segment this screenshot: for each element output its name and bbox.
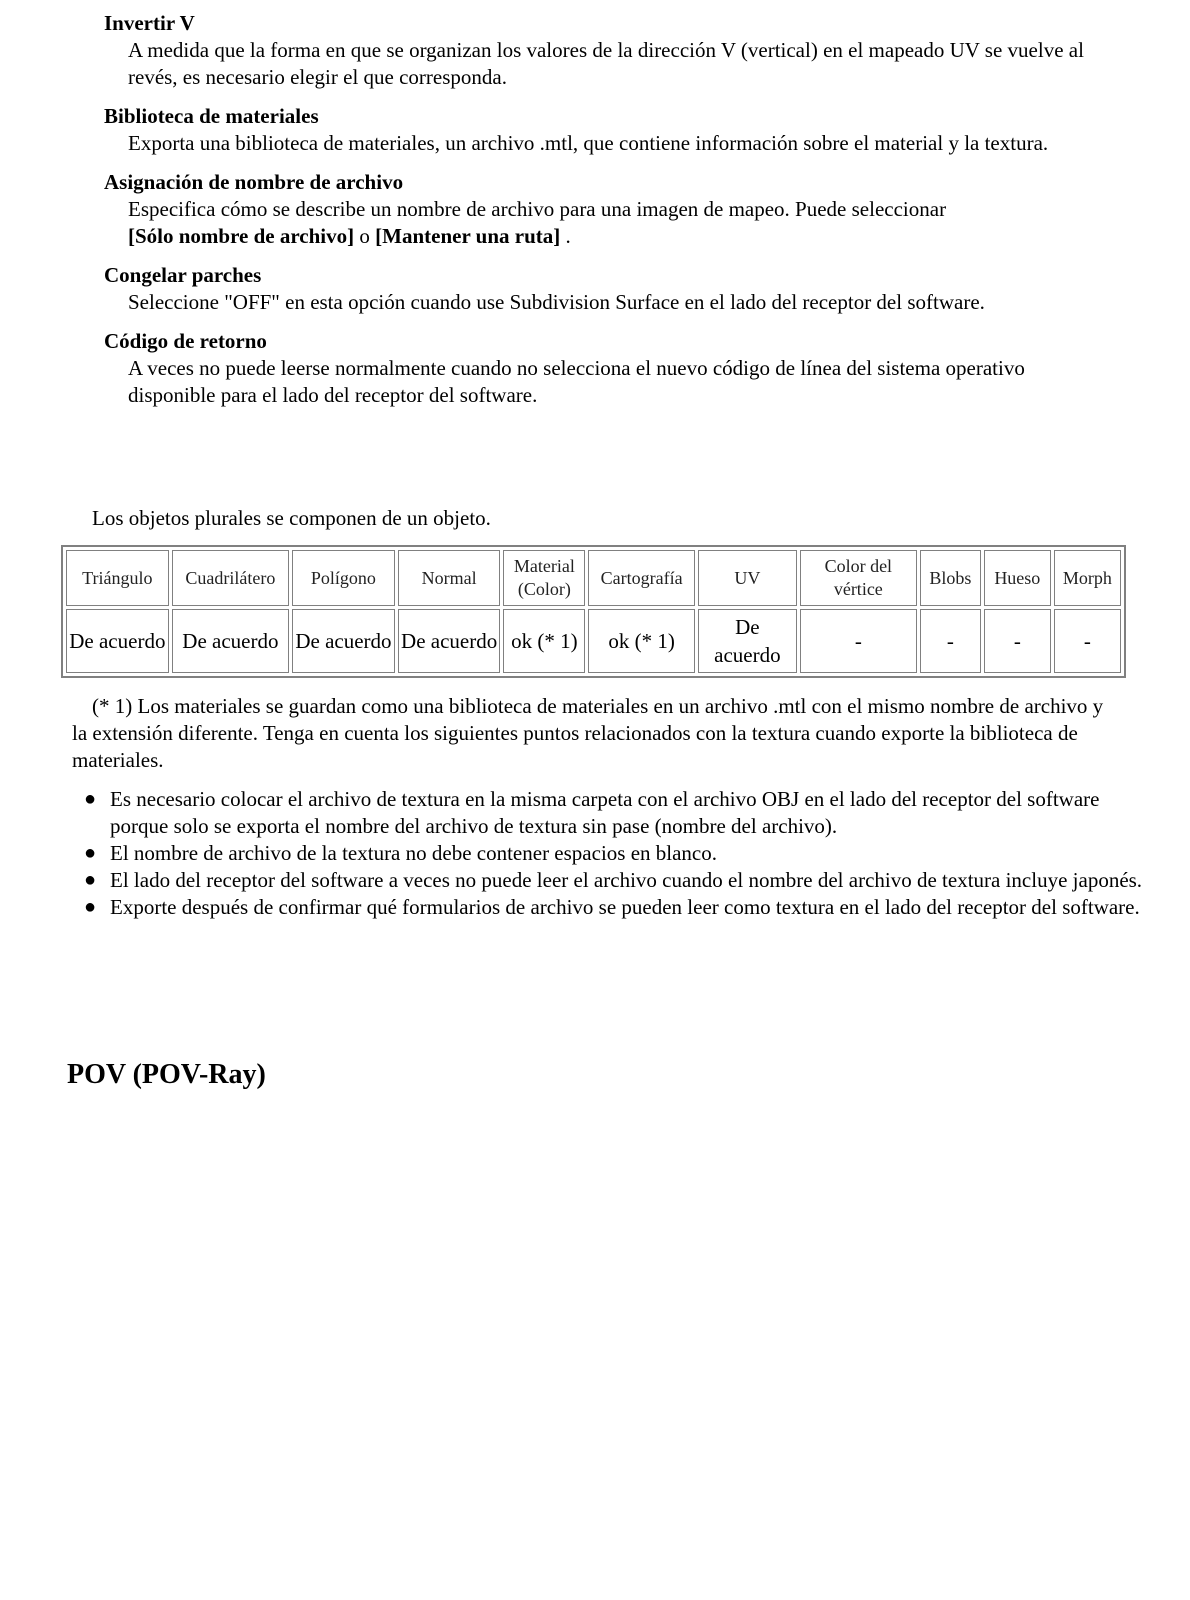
table-cell: De acuerdo <box>172 609 289 673</box>
texture-notes-list <box>72 786 1150 921</box>
option-desc-material-library: Exporta una biblioteca de materiales, un archivo .mtl, que contiene información sobre el material y la textura. <box>128 131 1049 155</box>
table-header-row <box>66 550 1121 606</box>
header-cell: Cartografía <box>588 550 695 606</box>
header-cell: Blobs <box>920 550 981 606</box>
option-desc-filename-assignment <box>128 196 1104 250</box>
header-cell: Material (Color) <box>503 550 585 606</box>
table-cell: - <box>1054 609 1121 673</box>
option-desc-invert-v: A medida que la forma en que se organizan los valores de la dirección V (vertical) en el mapeado UV se vuelve al revés, es necesario elegir el que corresponda. <box>128 38 1084 89</box>
filename-desc-end: . <box>565 224 571 248</box>
list-item-text: Exporte después de confirmar qué formularios de archivo se pueden leer como textura en el lado del receptor del software. <box>110 895 1140 919</box>
header-cell: Color del vértice <box>800 550 917 606</box>
header-cell: UV <box>698 550 797 606</box>
bullet-icon: ● <box>84 896 97 918</box>
table-cell: - <box>800 609 917 673</box>
header-cell: Triángulo <box>66 550 169 606</box>
option-term-return-code: Código de retorno <box>104 329 267 353</box>
list-item <box>84 867 1150 894</box>
list-item-text: Es necesario colocar el archivo de textura en la misma carpeta con el archivo OBJ en el lado del receptor del software porque solo se exporta el nombre del archivo de textura sin pase (nombre del archivo). <box>110 787 1100 838</box>
list-item <box>84 894 1150 921</box>
table-cell: - <box>920 609 981 673</box>
header-cell: Hueso <box>984 550 1051 606</box>
list-item-text: El lado del receptor del software a veces no puede leer el archivo cuando el nombre del archivo de textura incluye japonés. <box>110 868 1143 892</box>
option-term-invert-v: Invertir V <box>104 11 195 35</box>
section-title: POV (POV-Ray) <box>67 1059 266 1090</box>
filename-desc-text: Especifica cómo se describe un nombre de archivo para una imagen de mapeo. Puede seleccionar <box>128 197 947 221</box>
intro-text: Los objetos plurales se componen de un objeto. <box>92 506 491 530</box>
table-cell: - <box>984 609 1051 673</box>
table-cell: ok (* 1) <box>503 609 585 673</box>
footnote-text: (* 1) Los materiales se guardan como una biblioteca de materiales en un archivo .mtl con el mismo nombre de archivo y la extensión diferente. Tenga en cuenta los siguientes puntos relacionados con la textura cuando exporte la biblioteca de materiales. <box>72 694 1104 772</box>
option-term-material-library: Biblioteca de materiales <box>104 104 319 128</box>
header-cell: Polígono <box>292 550 395 606</box>
export-options-list <box>104 10 1104 421</box>
table-cell: De acuerdo <box>66 609 169 673</box>
header-cell: Normal <box>398 550 501 606</box>
table-cell: De acuerdo <box>398 609 501 673</box>
bullet-icon: ● <box>84 842 97 864</box>
table-cell: De acuerdo <box>292 609 395 673</box>
option-term-filename-assignment: Asignación de nombre de archivo <box>104 170 404 194</box>
option-desc-freeze-patches: Seleccione "OFF" en esta opción cuando use Subdivision Surface en el lado del receptor del software. <box>128 290 985 314</box>
filename-joiner: o <box>359 224 370 248</box>
list-item <box>84 786 1150 840</box>
bullet-icon: ● <box>84 869 97 891</box>
table-cell: ok (* 1) <box>588 609 695 673</box>
option-desc-return-code: A veces no puede leerse normalmente cuando no selecciona el nuevo código de línea del sistema operativo disponible para el lado del receptor del software. <box>128 356 1025 407</box>
table-cell: De acuerdo <box>698 609 797 673</box>
filename-only-option: [Sólo nombre de archivo] <box>128 224 355 248</box>
list-item-text: El nombre de archivo de la textura no debe contener espacios en blanco. <box>110 841 718 865</box>
support-table <box>61 545 1126 678</box>
header-cell: Morph <box>1054 550 1121 606</box>
bullet-icon: ● <box>84 788 97 810</box>
list-item <box>84 840 1150 867</box>
keep-path-option: [Mantener una ruta] <box>375 224 561 248</box>
table-row <box>66 609 1121 673</box>
header-cell: Cuadrilátero <box>172 550 289 606</box>
option-term-freeze-patches: Congelar parches <box>104 263 262 287</box>
